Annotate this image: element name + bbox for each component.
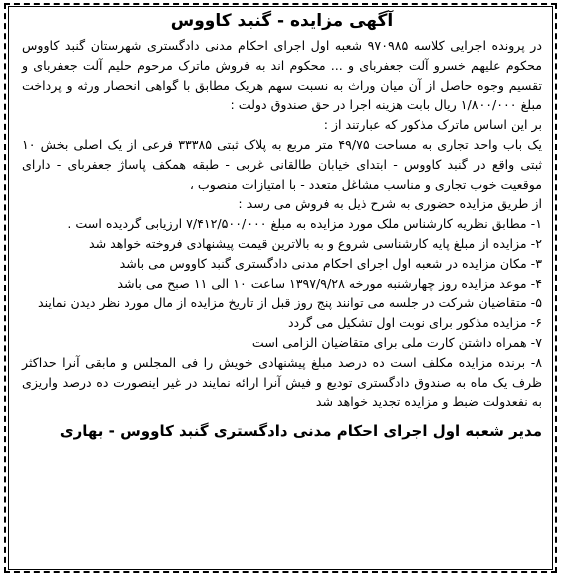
notice-body xyxy=(22,8,542,442)
notice-title: آگهی مزایده - گنبد کاووس xyxy=(170,11,394,31)
condition-item: ۶- مزایده مذکور برای نوبت اول تشکیل می گردد xyxy=(287,315,542,331)
property-description: یک باب واحد تجاری به مساحت ۴۹/۷۵ متر مربع به پلاک ثبتی ۳۳۳۸۵ فرعی از یک اصلی بخش ۱۰ ثبتی واقع در گنبد کاووس - ابتدای خیابان طالقانی غربی - طبقه همکف پاساژ جعفربای - دارای موقعیت خوب تجاری و مناسب مشاغل متعدد - با امتیازات منصوب ، xyxy=(22,136,542,192)
conditions-list xyxy=(22,214,542,412)
condition-item: ۱- مطابق نظریه کارشناس ملک مورد مزایده به مبلغ ۷/۴۱۲/۵۰۰/۰۰۰ ارزیابی گردیده است . xyxy=(67,216,542,232)
condition-item: ۳- مکان مزایده در شعبه اول اجرای احکام مدنی دادگستری گنبد کاووس می باشد xyxy=(119,255,542,271)
condition-item: ۲- مزایده از مبلغ پایه کارشناسی شروع و به بالاترین قیمت پیشنهادی فروخته خواهد شد xyxy=(88,235,542,251)
condition-item: ۸- برنده مزایده مکلف است ده درصد مبلغ پیشنهادی خویش را فی المجلس و مابقی آنرا حداکثر ظرف یک ماه به صندوق دادگستری تودیع و فیش آنرا ارائه نمایند در غیر اینصورت ده درصد واریزی به نفعدولت ضبط و مزایده تجدید خواهد شد xyxy=(22,354,542,410)
assets-intro: بر این اساس ماترک مذکور که عبارتند از : xyxy=(323,117,542,133)
condition-item: ۵- متقاضیان شرکت در جلسه می توانند پنج روز قبل از تاریخ مزایده از مال مورد نظر دیدن نمایند xyxy=(38,295,542,311)
intro-paragraph: در پرونده اجرایی کلاسه ۹۷۰۹۸۵ شعبه اول اجرای احکام مدنی دادگستری شهرستان گنبد کاووس محکوم علیهم خسرو آلت جعفربای و ... محکوم اند به فروش ماترک مرحوم حلیم آلت جعفربای و تقسیم وجوه حاصل از آن میان وراث به نسبت سهم هریک مطابق با گواهی انحصار ورثه و پرداخت مبلغ ۱/۸۰۰/۰۰۰ ریال بابت هزینه اجرا در حق صندوق دولت : xyxy=(22,38,543,113)
signature-line: مدیر شعبه اول اجرای احکام مدنی دادگستری گنبد کاووس - بهاری xyxy=(59,422,542,441)
sale-intro: از طریق مزایده حضوری به شرح ذیل به فروش می رسد : xyxy=(238,196,542,212)
condition-item: ۴- موعد مزایده روز چهارشنبه مورخه ۱۳۹۷/۹/۲۸ ساعت ۱۰ الی ۱۱ صبح می باشد xyxy=(117,275,542,291)
condition-item: ۷- همراه داشتن کارت ملی برای متقاضیان الزامی است xyxy=(251,334,542,350)
